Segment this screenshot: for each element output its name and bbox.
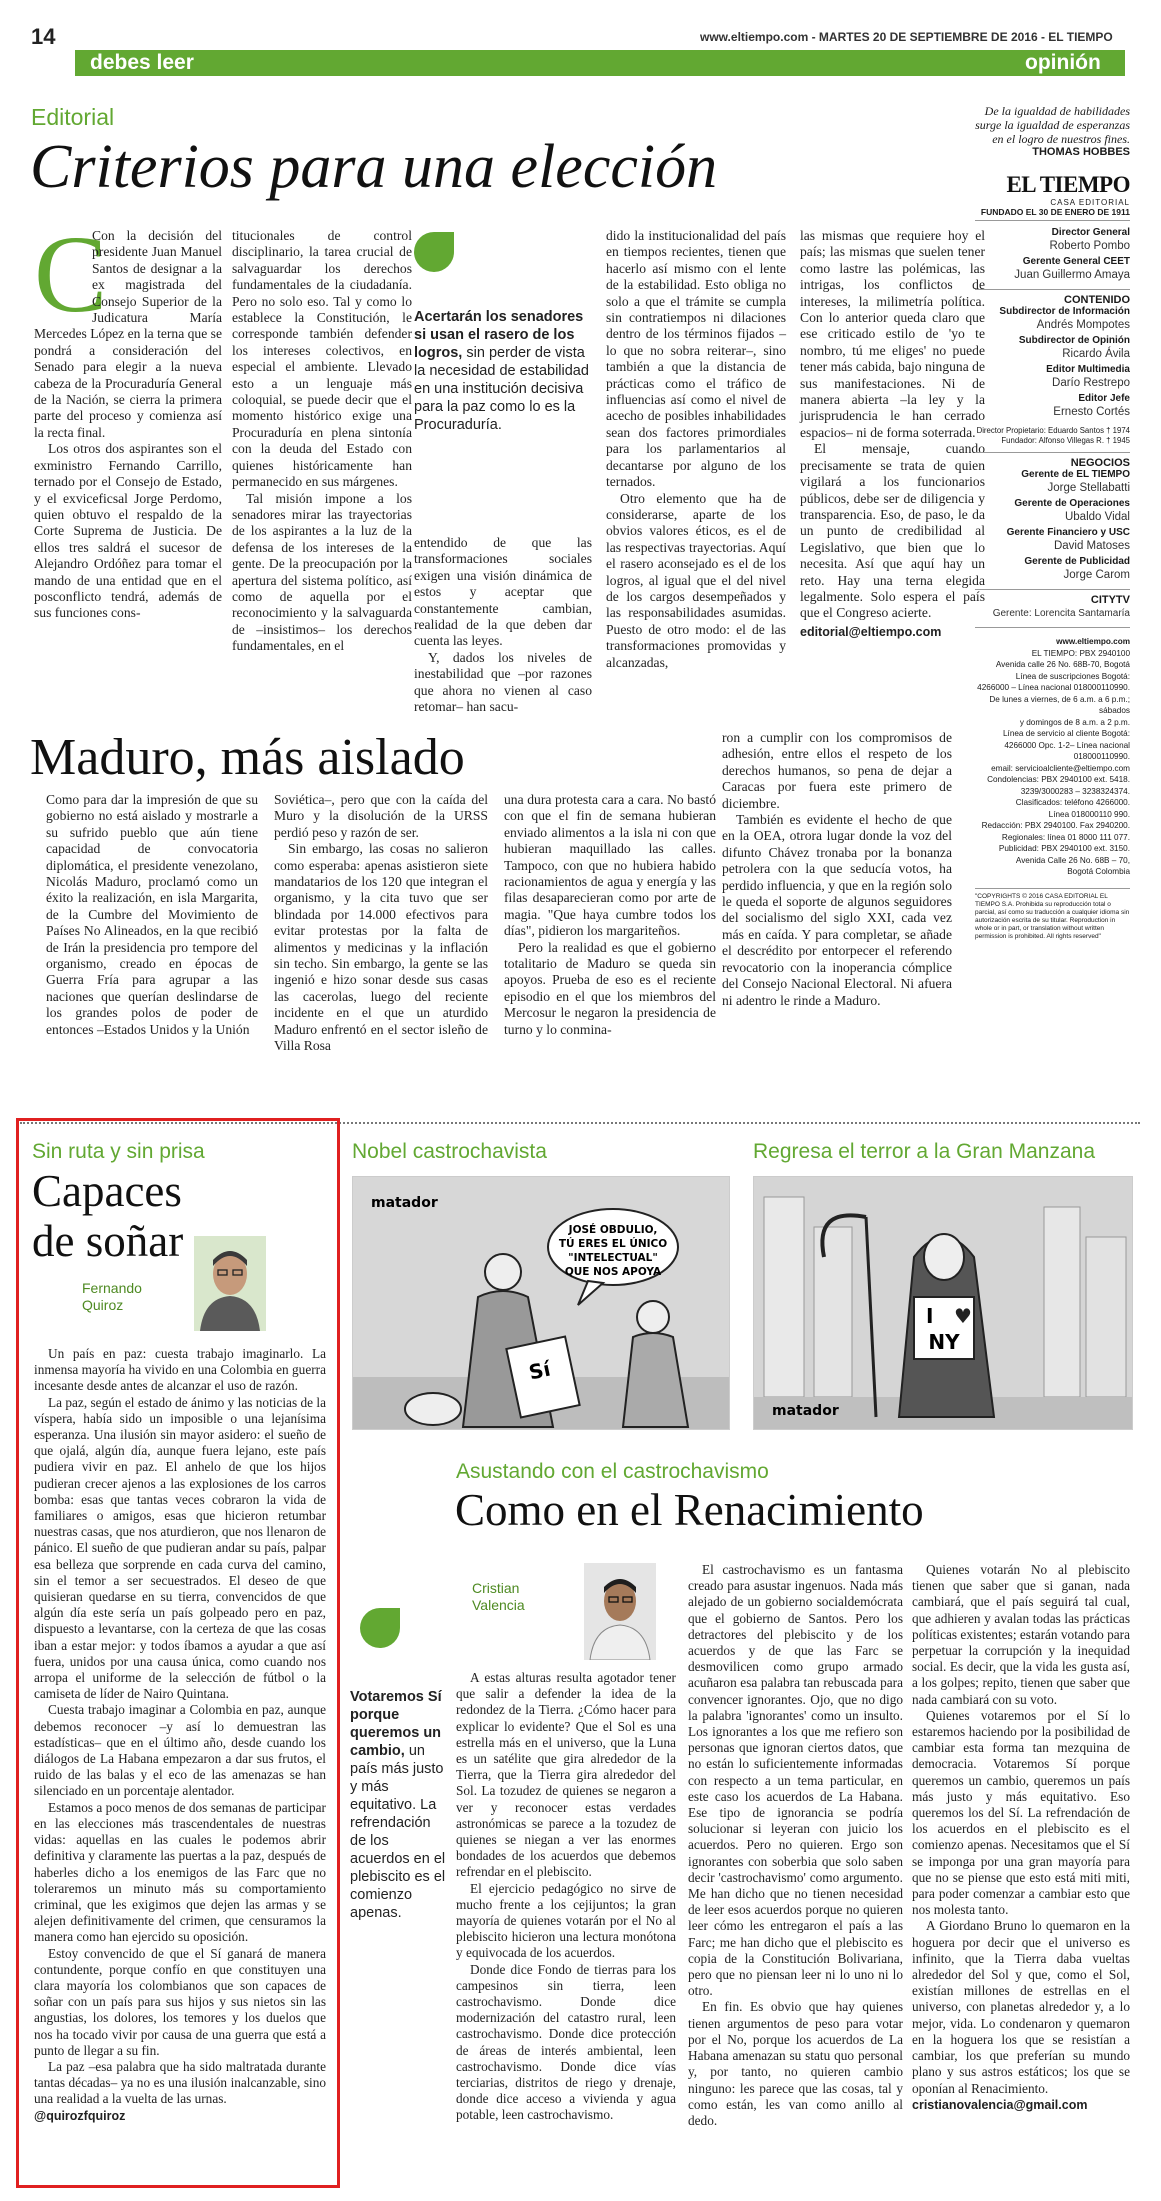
maduro-paragraph: una dura protesta cara a cara. No bastó con que el fin de semana hubieran enviado alimentos a la isla ni con que hubieran maquillado las calles. Tampoco, con que no hubiera habido racionamientos de agua y energía y las filas desaparecieran como por arte de magia. "Que haya cumbre todos los días", pidieron los margariteños.: [504, 792, 716, 939]
quiroz-paragraph: Estoy convencido de que el Sí ganará de manera contundente, porque confío en que constituyen una clara mayoría los colombianos que son capaces de soñar con un país para sus hijos y sus nietos sin las angustias, los dolores, los temores y los duelos que nos ha tocado vivir por causa de una guerra que está a punto de llegar a su fin.: [34, 1945, 326, 2058]
cartoon2-image: [753, 1176, 1133, 1430]
speech-bubble-line3: "INTELECTUAL": [568, 1252, 658, 1264]
valencia-author: [472, 1580, 525, 1614]
contact-line: Línea de servicio al cliente Bogotá:: [1003, 729, 1130, 738]
valencia-col1: [456, 1670, 676, 2124]
masthead-section-title: CONTENIDO: [975, 289, 1130, 306]
editorial-paragraph: Los otros dos aspirantes son el exministro Fernando Carrillo, ternado por el Consejo de Estado, y el exviceficsal Jorge Perdomo, quien obtuvo el respaldo de la Corte Suprema de Justicia. De ellos tres saldrá el sucesor de Alejandro Ordóñez para tomar el mando de una entidad que en el posconflicto tendrá, además de sus funciones cons-: [34, 441, 222, 621]
contact-line: 4266000 Opc. 1-2– Línea nacional 018000110990.: [1004, 740, 1130, 761]
contact-line: Avenida calle 26 No. 68B-70, Bogotá: [995, 660, 1130, 669]
fundador-line: Fundador: Alfonso Villegas R. † 1945: [1001, 436, 1130, 445]
pullquote-bold: Acertarán los senadores si usan el rasero de los logros,: [414, 309, 584, 361]
masthead-quote-author: THOMAS HOBBES: [1032, 146, 1130, 158]
speech-bubble-line4: QUE NOS APOYA: [564, 1266, 662, 1278]
editorial-col4: [606, 228, 786, 671]
shirt-ny: NY: [928, 1330, 960, 1354]
staff-role: Editor Multimedia: [1046, 364, 1130, 375]
editorial-paragraph: Otro elemento que ha de considerarse, aparte de los obvios valores éticos, es el de las respectivas trayectorias. Aquí el rasero aconsejado es el de los logros, al igual que el del nivel de los cargos desempeñados y las responsabilidades asumidas. Puesto de otro modo: el de las transformaciones promovidas y alcanzadas,: [606, 490, 786, 670]
editorial-pullquote: [414, 308, 594, 434]
quiroz-paragraph: Cuesta trabajo imaginar a Colombia en paz, aunque debemos reconocer –y así lo demuestran las estadísticas– que en el último año, desde cuando los diálogos de La Habana empezaron a dar sus frutos, el ruido de las balas y el eco de las amenazas se han silenciado en un porcentaje alentador.: [34, 1702, 326, 1799]
staff-role: Subdirector de Opinión: [1018, 335, 1130, 346]
staff-role: Editor Jefe: [1078, 393, 1130, 404]
masthead-section-title: CITYTV: [975, 589, 1130, 606]
cartoon2-drawing: [754, 1177, 1133, 1430]
maduro-paragraph: Pero la realidad es que el gobierno totalitario de Maduro se queda sin apoyos. Prueba de eso es el reciente episodio en el que los miembros del Mercosur le negaron la presidencia de turno y lo conmina-: [504, 939, 716, 1037]
cartoonist-signature: matador: [371, 1195, 438, 1211]
valencia-email[interactable]: cristianovalencia@gmail.com: [912, 2097, 1088, 2112]
staff-role: Gerente de Publicidad: [1024, 556, 1130, 567]
editorial-paragraph: El mensaje, cuando precisamente se trata de quien vigilará a los funcionarios públicos, debe ser de diligencia y transparencia. Eso, de paso, le da un punto de credibilidad al Legislativo, que bien que lo necesita. Así que aquí hay un reto. Hay una terna elegida legalmente. Solo espera el país que el Congreso acierte.: [800, 441, 985, 621]
cartoon1-drawing: [353, 1177, 730, 1430]
valencia-paragraph: Donde dice Fondo de tierras para los campesinos sin tierra, leen castrochavismo. Donde dice modernización del catastro rural, leen castrochavismo. Donde dice protección de áreas de interés ambiental, leen castrochavismo. Donde dice vías terciarias, distritos de riego y drenaje, donde dice acceso a vivienda y agua potable, leen castrochavismo.: [456, 1961, 676, 2123]
quiroz-title: [32, 1166, 183, 1266]
editorial-paragraph: Y, dados los niveles de inestabilidad que –por razones que ahora no vienen al caso retomar– han sacu-: [414, 649, 592, 715]
propietario-line: Director Propietario: Eduardo Santos † 1974: [976, 426, 1130, 435]
editorial-paragraph: las mismas que requiere hoy el país; las mismas que suelen tener como lastre las polémicas, las intrigas, los conflictos de intereses, la milimetría política. Con lo anterior queda claro que ese criticado estilo de 'yo te nombro, tú me eliges' no puede tener más cabida, bajo ninguna de sus manifestaciones. Ni de manera abierta –la ley y la jurisprudencia le han cerrado espacios– ni de forma soterrada.: [800, 228, 985, 440]
maduro-col2: [274, 792, 488, 1055]
shirt-i: I: [926, 1304, 934, 1328]
editorial-email[interactable]: editorial@eltiempo.com: [800, 624, 942, 639]
staff-name: Roberto Pombo: [1049, 240, 1130, 252]
maduro-paragraph: Soviética–, pero que con la caída del Muro y la disolución de la URSS perdió peso y razón de ser.: [274, 792, 488, 840]
quiroz-author: [82, 1280, 142, 1314]
valencia-photo: [584, 1563, 656, 1660]
contact-line: Línea de suscripciones Bogotá:: [1015, 671, 1130, 681]
quiroz-photo: [194, 1236, 266, 1331]
staff-role: Gerente General CEET: [1022, 256, 1130, 267]
editorial-paragraph: entendido de que las transformaciones sociales exigen una visión dinámica de estos y aceptar que constantemente cambian, realidad de la que deben dar cuenta las leyes.: [414, 535, 592, 649]
editorial-col5: [800, 228, 985, 640]
maduro-paragraph: Sin embargo, las cosas no salieron como esperaba: apenas asistieron siete mandatarios de los 120 que integran el organismo, y la cita tuvo que ser blindada por 14.000 efectivos para evitar protestas por la falta de alimentos y medicinas y la inflación sin techo. Sin embargo, la gente se las ingenió e hizo sonar desde sus casas las cacerolas, luego del reciente incidente en el que un aturdido Maduro enfrentó en el sector isleño de Villa Rosa: [274, 841, 488, 1054]
maduro-col4: [722, 730, 952, 1009]
masthead: [975, 104, 1130, 941]
el-tiempo-logo: EL TIEMPO: [1006, 172, 1130, 197]
copyright-notice: "COPYRIGHTS © 2016 CASA EDITORIAL EL TIEMPO S.A. Prohibida su reproducción total o parcial, así como su traducción a cualquier idioma sin autorización escrita de su titular. Reproduction in whole or in part, or translation without written permission is prohibited. All rights reserved": [975, 888, 1130, 941]
valencia-paragraph: A estas alturas resulta agotador tener que salir a defender la idea de la redondez de la Tierra. ¿Cómo hacer para explicar lo evidente? Que el Sol es una estrella más en el universo, que la Luna es un satélite que gira alrededor de la Tierra, que la Tierra gira alrededor del Sol. La tozudez de quienes se negaron a ver y reconocer estas verdades astronómicas se parece a la tozudez de quienes se niegan a ver las enormes bondades de los acuerdos que debemos refrendar en el plebiscito.: [456, 1670, 676, 1880]
editorial-kicker: Editorial: [31, 104, 115, 130]
staff-name: Andrés Mompotes: [1036, 319, 1130, 331]
quiroz-kicker: Sin ruta y sin prisa: [32, 1140, 205, 1163]
contact-line: Línea 018000110 990.: [1048, 809, 1130, 819]
pullquote-text: un país más justo y más equitativo. La refrendación de los acuerdos en el plebiscito es el comienzo apenas.: [350, 1743, 446, 1921]
valencia-paragraph: El castrochavismo es un fantasma creado para asustar ingenuos. Nada más alejado de un gobierno socialdemócrata que el gobierno de Santos. Pero los detractores del plebiscito y de los acuerdos y de que las Farc se desmovilicen como grupo armado acuñaron esa palabra tan rebuscada para convencer ignorantes. Ojo, que no digo la palabra 'ignorantes' como un insulto. Los ignorantes a los que me refiero son personas que ignoran ciertos datos, que no están lo suficientemente informadas con respecto a un tema particular, en este caso los acuerdos de La Habana. Ese tipo de ignorancia se podría solucionar si leyeran con juicio los acuerdos. Pero no quieren. Ergo son ignorantes con soberbia que solo saben decir 'castrochavismo' como argumento. Me han dicho que no tienen necesidad de leer esos acuerdos porque no quieren leer cómo les entregaron el país a las Farc; me han dicho que el plebiscito es copia de la Constitución Bolivariana, pero que no piensan leer ni lo uno ni lo otro.: [688, 1562, 903, 1999]
section-bar: [75, 50, 1125, 76]
cartoon1-image: [352, 1176, 730, 1430]
author-first: Cristian: [472, 1580, 520, 1596]
staff-name: Ernesto Cortés: [1053, 406, 1130, 418]
page-number: 14: [31, 24, 56, 49]
staff-role: Subdirector de Información: [999, 306, 1130, 317]
editorial-paragraph: Tal misión impone a los senadores mirar las trayectorias de los aspirantes a la luz de la defensa de los intereses de la gente. De la preocupación por la apertura del sistema político, así como de aquella por el reconocimiento y la salvaguarda de –insistimos– los derechos fundamentales, en el: [232, 490, 412, 654]
debes-leer-label: debes leer: [90, 51, 194, 74]
valencia-col3: [912, 1562, 1130, 2113]
cartoonist-signature: matador: [772, 1403, 839, 1419]
maduro-paragraph: Como para dar la impresión de que su gobierno no está aislado y mostrarle a su sufrido pueblo que aún tiene capacidad de convocatoria diplomática, el presidente venezolano, Nicolás Maduro, proclamó como un éxito la realización, en isla Margarita, de la Cumbre del Movimiento de Países No Alineados, en la que recibió de Irán la presidencia pro tempore del organismo, creado en épocas de Guerra Fría para agrupar a las naciones que querían deslindarse de los grandes polos de poder de entonces –Estados Unidos y la Unión: [46, 792, 258, 1037]
editorial-col2: [232, 228, 412, 655]
author-portrait: [194, 1236, 266, 1331]
editorial-paragraph: Con la decisión del presidente Juan Manuel Santos de designar a la ex magistrada del Consejo Superior de la Judicatura María Mercedes López en la terna que se pondrá a consideración del Senado para elegir a la nueva cabeza de la Procuraduría General de la Nación, se cierra la primera parte del proceso y comienza así la recta final.: [34, 228, 222, 440]
author-portrait: [584, 1563, 656, 1660]
maduro-paragraph: ron a cumplir con los compromisos de adhesión, entre ellos el respeto de los derechos humanos, so pena de dejar a Caracas por fuera este primero de diciembre.: [722, 730, 952, 811]
editorial-col1: [34, 228, 222, 622]
contact-line: Condolencias: PBX 2940100 ext. 5418.: [987, 775, 1130, 784]
pullquote-text: sin perder de vista la necesidad de estabilidad en una institución decisiva para la paz como lo es la Procuraduría.: [414, 345, 589, 433]
quote-icon: [360, 1608, 400, 1648]
staff-name: Jorge Stellabatti: [1047, 482, 1130, 494]
valencia-title: Como en el Renacimiento: [455, 1485, 924, 1535]
valencia-col2: [688, 1562, 903, 2129]
staff-name: David Matoses: [1053, 540, 1130, 552]
staff-name: Darío Restrepo: [1052, 377, 1130, 389]
staff-name: Jorge Carom: [1063, 569, 1130, 581]
valencia-kicker: Asustando con el castrochavismo: [456, 1460, 769, 1483]
founded-line: FUNDADO EL 30 DE ENERO DE 1911: [975, 207, 1130, 221]
maduro-paragraph: También es evidente el hecho de que en la OEA, otrora lugar donde la voz del difunto Chávez tronaba por la bonanza petrolera con la que seducía votos, ha perdido influencia, y que en la región solo le queda el soporte de algunos seguidores del socialismo del siglo XXI, cada vez más en caída. Y para completar, se añade el descrédito por entorpecer el referendo revocatorio con la inoperancia cómplice del Consejo Nacional Electoral. Ni afuera ni adentro le rinde a Maduro.: [722, 812, 952, 1008]
valencia-paragraph: El ejercicio pedagógico no sirve de mucho frente a los cejijuntos; la gran mayoría de quienes votarán por el No al plebiscito hicieron una lectura monótona y equivocada de los acuerdos.: [456, 1880, 676, 1961]
quiroz-title-line: Capaces: [32, 1166, 182, 1216]
staff-name: Ubaldo Vidal: [1064, 511, 1130, 523]
contact-line: Redacción: PBX 2940100. Fax 2940200.: [981, 821, 1130, 830]
editorial-col3: [414, 535, 592, 715]
quiroz-paragraph: La paz, según el estado de ánimo y las noticias de la víspera, había sido un imposible o una lejanísima esperanza. Una ilusión sin mayor asidero: el sueño de que ojalá, algún día, aunque fuera lejano, este país pudiera vivir en paz. El anhelo de que los hijos pudieran crecer ajenos a las explosiones de los carros bomba: esas que tantas veces cobraron la vida de familiares o amigos, esas que hicieron retumbar nuestras casas, que nos aturdieron, que nos llenaron de pánico. El sueño de que pudieran andar su país, palpar esa belleza que sorprende en cada curva del camino, sin el temor a ser secuestrados. El deseo de que quisieran quedarse en su tierra, convencidos de que algún día este sería un país golpeado pero en paz, dispuesto a levantarse, con la certeza de que las cosas iban a estar mejor: y todos íbamos a ayudar a que así fuera, unidos por una causa única, como cuando nos arropa el uniforme de la selección de fútbol o la camiseta de líder de Nairo Quintana.: [34, 1394, 326, 1702]
speech-bubble-line1: JOSÉ OBDULIO,: [568, 1224, 658, 1236]
valencia-paragraph: Quienes votarán No al plebiscito tienen que saber que si ganan, nada cambiará, que el país seguirá tal cual, que adhieren y avalan todas las prácticas políticas existentes; estarán votando para perpetuar la corrupción y la inequidad social. Es decir, que la vida les gusta así, a los golpes; repito, tienen que saber que nada cambiará con su voto.: [912, 1562, 1130, 1707]
contact-line: y domingos de 8 a.m. a 2 p.m.: [1019, 717, 1130, 727]
contact-line: 4266000 – Línea nacional 018000110990.: [977, 683, 1130, 692]
contact-line: Avenida Calle 26 No. 68B – 70,: [1015, 855, 1130, 865]
contact-line: Clasificados: teléfono 4266000.: [1015, 798, 1130, 807]
contact-line: Bogotá Colombia: [1067, 867, 1130, 876]
quote-icon: [414, 232, 454, 272]
staff-name: Juan Guillermo Amaya: [1014, 269, 1130, 281]
citytv-line: Gerente: Lorencita Santamaría: [975, 606, 1130, 628]
maduro-col3: [504, 792, 716, 1038]
speech-bubble-line2: TÚ ERES EL ÚNICO: [558, 1238, 668, 1250]
staff-name: Ricardo Ávila: [1062, 348, 1130, 360]
quiroz-title-line: de soñar: [32, 1216, 184, 1266]
masthead-quote: De la igualdad de habilidades surge la igualdad de esperanzas en el logro de nuestros fines.: [975, 104, 1130, 146]
author-first: Fernando: [82, 1280, 142, 1296]
quiroz-body: [34, 1346, 326, 2124]
author-last: Valencia: [472, 1597, 525, 1613]
author-last: Quiroz: [82, 1297, 124, 1313]
masthead-section-title: NEGOCIOS: [975, 452, 1130, 469]
staff-role: Gerente de EL TIEMPO: [1021, 469, 1130, 480]
editorial-paragraph: titucionales de control disciplinario, la tarea crucial de salvaguardar los derechos fundamentales de la ciudadanía. Pero no solo eso. Tal y como lo establece la Constitución, le corresponde también defender los intereses colectivos, en especial el ambiente. Llevado esto a un lenguaje más coloquial, se puede decir que el momento histórico exige una Procuraduría en plena sintonía con la deuda del Estado con quienes históricamente han permanecido en sus márgenes.: [232, 228, 412, 490]
quiroz-handle[interactable]: @quirozfquiroz: [34, 2108, 126, 2123]
maduro-col1: [46, 792, 258, 1038]
logo-sub: CASA EDITORIAL: [1050, 198, 1130, 207]
dropcap: C: [34, 213, 108, 335]
staff-role: Gerente de Operaciones: [1014, 498, 1130, 509]
staff-role: Director General: [1051, 227, 1130, 238]
editorial-paragraph: dido la institucionalidad del país en tiempos recientes, tienen que hacerlo así mismo con el lente de la estabilidad. Esto obliga no solo a que el trámite se cumpla sin contratiempos ni dilaciones dentro de los términos fijados –lo que no sobra reiterar–, sino también a que la distancia de prácticas como el tráfico de influencias así como el nivel de acecho de posibles inhabilidades sean dos factores primordiales para los parlamentarios al decantarse por alguno de los ternados.: [606, 228, 786, 490]
contact-line: Regionales: línea 01 8000 111 077.: [1001, 832, 1130, 842]
heart-icon: ♥: [954, 1304, 972, 1328]
cartoon2-title: Regresa el terror a la Gran Manzana: [753, 1140, 1095, 1163]
cartoon1-title: Nobel castrochavista: [352, 1140, 547, 1163]
contact-line: De lunes a viernes, de 6 a.m. a 6 p.m.; sábados: [989, 694, 1130, 715]
quiroz-paragraph: Un país en paz: cuesta trabajo imaginarlo. La inmensa mayoría ha vivido en una Colombia en guerra incesante desde antes de alcanzar el uso de razón.: [34, 1346, 326, 1394]
staff-role: Gerente Financiero y USC: [1006, 527, 1130, 538]
contact-line: 3239/3000283 – 3238324374.: [1020, 786, 1130, 796]
contact-line: EL TIEMPO: PBX 2940100: [1031, 648, 1130, 658]
contact-line: www.eltiempo.com: [1056, 637, 1130, 646]
maduro-title: Maduro, más aislado: [30, 729, 465, 786]
contact-line: Publicidad: PBX 2940100 ext. 3150.: [998, 844, 1130, 853]
contact-line: email: servicioalcliente@eltiempo.com: [991, 763, 1130, 773]
valencia-paragraph: Quienes votaremos por el Sí lo estaremos haciendo por la posibilidad de cambiar esta forma tan mezquina de democracia. Votaremos Sí porque queremos un cambio, queremos un país más justo y más equitativo. Eso queremos los del Sí. La refrendación de los acuerdos en el plebiscito es el comienzo apenas. Necesitamos que el Sí se imponga por una gran mayoría para que no se piense que esto está miti miti, para poder comenzar a cambiar esto que nos molesta tanto.: [912, 1707, 1130, 1918]
quiroz-paragraph: La paz –esa palabra que ha sido maltratada durante tantas décadas– ya no es una ilusión inalcanzable, sino una realidad a la vuelta de las urnas.: [34, 2058, 326, 2107]
valencia-pullquote: [350, 1688, 450, 1922]
book-si: Sí: [526, 1356, 553, 1385]
valencia-paragraph: A Giordano Bruno lo quemaron en la hoguera por decir que el universo es infinito, que la Tierra daba vueltas alrededor del Sol y que, como el Sol, existían millones de estrellas en el universo, con planetas alrededor y, a lo mejor, vida. Lo condenaron y quemaron en la hoguera los que se resistían a cambiar, los que preferían su mundo plano y sus astros estáticos; los que se oponían al Renacimiento.: [912, 1918, 1130, 2096]
editorial-title: Criterios para una elección: [30, 133, 718, 201]
valencia-paragraph: En fin. Es obvio que hay quienes tienen argumentos de peso para votar por el No, porque los acuerdos de La Habana amenazan su statu quo personal y, por tanto, no quieren cambio ninguno: les parece que las cosas, tal y como están, les van como anillo al dedo.: [688, 1999, 903, 2128]
section-label-opinion: opinión: [1025, 51, 1101, 74]
header-info: www.eltiempo.com - MARTES 20 DE SEPTIEMBRE DE 2016 - EL TIEMPO: [700, 30, 1113, 44]
quiroz-paragraph: Estamos a poco menos de dos semanas de participar en las elecciones más trascendentales de nuestras vidas: aquellas en las cuales le podemos abrir definitiva y claramente las puertas a la paz, después de haberles dicho a los enemigos de las Farc que no toleraremos un minuto más su comportamiento criminal, que les exigimos que dejen las armas y se alejen definitivamente del crimen, que censuramos la manera como han ejercido su oposición.: [34, 1799, 326, 1945]
pullquote-bold: Votaremos Sí porque queremos un cambio,: [350, 1689, 442, 1759]
